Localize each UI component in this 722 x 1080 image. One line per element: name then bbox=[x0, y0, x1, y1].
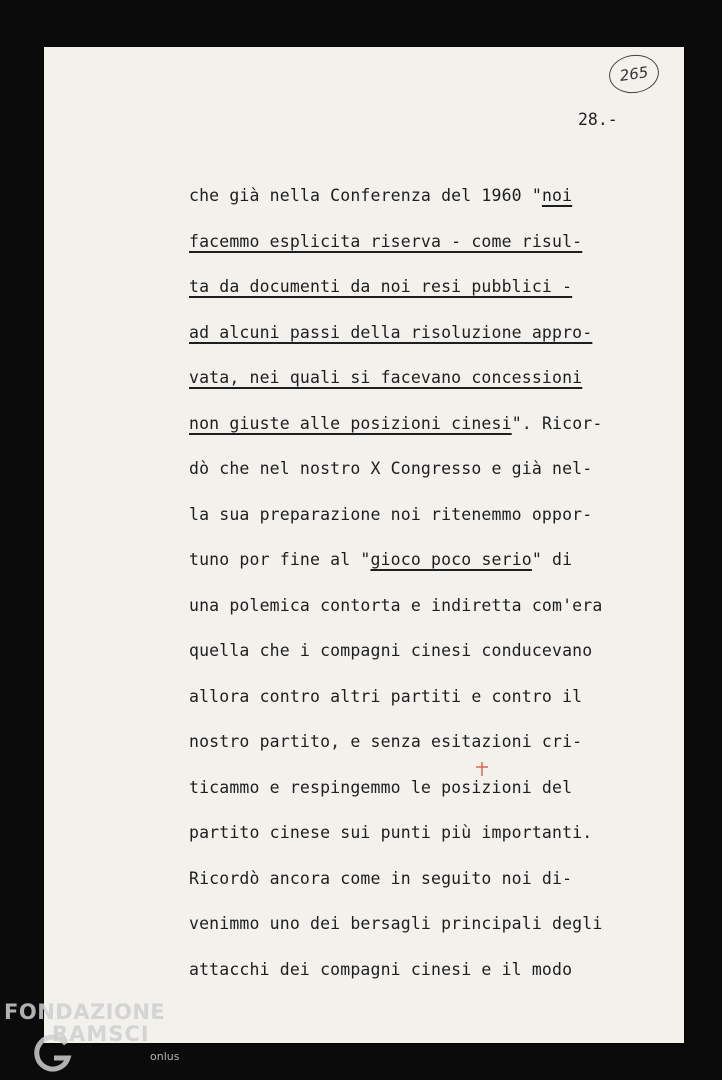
underlined-text: facemmo esplicita riserva - come risul- bbox=[189, 231, 583, 251]
text-segment: una polemica contorta e indiretta com'era bbox=[189, 595, 603, 615]
body-text bbox=[189, 183, 679, 1002]
text-segment: ticammo e respingemmo le posizioni del bbox=[189, 777, 573, 797]
text-segment: che già nella Conferenza del 1960 " bbox=[189, 186, 542, 205]
text-segment: allora contro altri partiti e contro il bbox=[189, 686, 583, 706]
underlined-text: non giuste alle posizioni cinesi bbox=[189, 413, 512, 433]
text-segment: quella che i compagni cinesi conducevano bbox=[189, 641, 593, 660]
text-segment: ". Ricor- bbox=[511, 413, 603, 433]
correction-mark-icon bbox=[474, 761, 490, 777]
text-line bbox=[189, 775, 679, 821]
text-line bbox=[189, 593, 679, 639]
text-line bbox=[189, 229, 679, 275]
fondazione-gramsci-logo bbox=[4, 1000, 194, 1075]
page-number: 28.- bbox=[578, 110, 618, 129]
archive-page-stamp: 265 bbox=[607, 52, 662, 97]
text-line bbox=[189, 638, 679, 684]
text-line bbox=[189, 547, 679, 593]
text-segment: tuno por fine al " bbox=[189, 550, 371, 569]
underlined-text: vata, nei quali si facevano concessioni bbox=[189, 368, 583, 387]
underlined-text: noi bbox=[541, 186, 573, 205]
logo-line-2: RAMSCI bbox=[52, 1022, 150, 1046]
underlined-text: ad alcuni passi della risoluzione appro- bbox=[189, 322, 593, 342]
underlined-text: gioco poco serio bbox=[370, 550, 532, 569]
text-segment: partito cinese sui punti più importanti. bbox=[189, 823, 593, 842]
text-line bbox=[189, 957, 679, 1003]
text-line bbox=[189, 684, 679, 730]
text-line bbox=[189, 456, 679, 502]
text-line bbox=[189, 820, 679, 866]
text-segment: " di bbox=[531, 550, 573, 569]
underlined-text: ta da documenti da noi resi pubblici - bbox=[189, 277, 573, 296]
text-line bbox=[189, 411, 679, 457]
text-line bbox=[189, 320, 679, 366]
text-line bbox=[189, 729, 679, 775]
typewritten-page bbox=[44, 47, 684, 1043]
text-line bbox=[189, 365, 679, 411]
text-line bbox=[189, 274, 679, 320]
text-segment: attacchi dei compagni cinesi e il modo bbox=[189, 959, 573, 979]
text-line bbox=[189, 183, 679, 229]
text-line bbox=[189, 911, 679, 957]
text-line bbox=[189, 866, 679, 912]
text-segment: Ricordò ancora come in seguito noi di- bbox=[189, 868, 573, 888]
text-segment: la sua preparazione noi ritenemmo oppor- bbox=[189, 504, 593, 524]
text-segment: venimmo uno dei bersagli principali degli bbox=[189, 914, 603, 933]
text-line bbox=[189, 502, 679, 548]
logo-onlus: onlus bbox=[150, 1050, 180, 1063]
text-segment: nostro partito, e senza esitazioni cri- bbox=[189, 732, 583, 751]
logo-line-1: FONDAZIONE bbox=[4, 1000, 166, 1024]
text-segment: dò che nel nostro X Congresso e già nel- bbox=[189, 459, 593, 478]
